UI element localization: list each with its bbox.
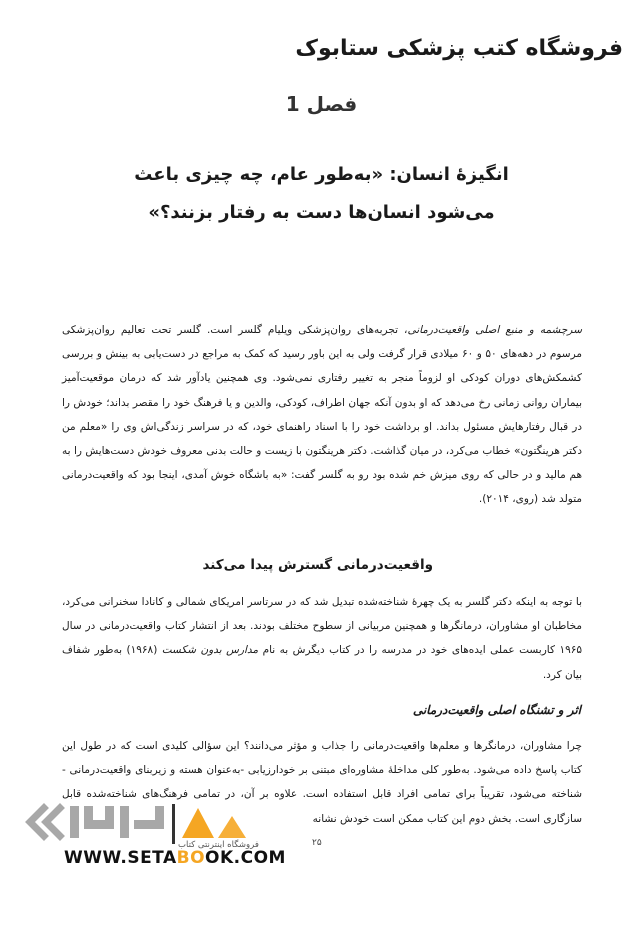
watermark-url-prefix: WWW.SETA: [64, 848, 177, 868]
paragraph-origins: [62, 318, 582, 512]
paragraph-expansion: [62, 590, 582, 687]
store-title: فروشگاه کتب پزشکی ستابوک: [295, 36, 623, 61]
chapter-title: [100, 156, 543, 232]
chapter-label: فصل 1: [285, 92, 358, 116]
watermark-url-suffix: OK.COM: [205, 848, 286, 868]
paragraph-text: ، تجربه‌های روان‌پزشکی ویلیام گلسر است. گلسر تحت تعالیم روان‌پزشکی مرسوم در دهه‌های ۵۰ و ۶۰ میلادی قرار گرفت ولی به این باور رسید که کمک به مراجع در دست‌یابی به بینش و بررسی کشمکش‌های دوران کودکی او لزوماً منجر به تغییر رفتاری نمی‌شود. وی همچنین یادآور شد که درمان موقعیت‌آمیز بیماران روانی زمانی رخ می‌دهد که او بدون آنکه جهان اطراف، کودکی، والدین و یا فرهنگ خود را مقصر بداند؛ خودش را در قبال رفتارهایش مسئول بداند. او برداشت خود را با اسناد راهنمای خود، که در سراسر زندگی‌اش وی را «معلم من دکتر هرینگتون» خطاب می‌کرد، در میان گذاشت. دکتر هرینگتون با زیست و حالت بدنی معروف خودش دست‌هایش را به هم مالید و در حالی که روی میزش خم شده بود رو به گلسر گفت: «به باشگاه خوش آمدی، اینجا بود که واقعیت‌درمانی متولد شد (روی، ۲۰۱۴).: [62, 324, 582, 506]
paragraph-text: (۱۹۶۸) به‌طور شفاف بیان کرد.: [62, 644, 582, 681]
page-number: ۲۵: [312, 838, 322, 848]
paragraph-lead: سرچشمه و منبع اصلی واقعیت‌درمانی: [407, 324, 582, 336]
watermark: [0, 782, 643, 877]
watermark-url: [64, 848, 286, 868]
watermark-shop-label: فروشگاه اینترنتی کتاب: [178, 840, 259, 850]
watermark-url-highlight: BO: [176, 848, 206, 868]
section-heading-influence: اثر و تشنگاه اصلی واقعیت‌درمانی: [412, 703, 581, 717]
chapter-title-line-2: می‌شود انسان‌ها دست به رفتار بزنند؟»: [148, 202, 495, 223]
paragraph-influence: چرا مشاوران، درمانگرها و معلم‌ها واقعیت‌درمانی را جذاب و مؤثر می‌دانند؟ این سؤالی کلیدی است که در طول این کتاب پاسخ داده می‌شود. به‌طور کلی مداخلهٔ مشاوره‌ای مبتنی بر خودارزیابی -به‌عنوان هسته و زیربنای واقعیت‌درمانی - شناخته می‌شود، تقریباً برای تمامی افراد قابل استفاده است. علاوه بر آن، در تمامی فرهنگ‌های شناخته‌شده قابل سازگاری است. بخش دوم این کتاب ممکن است خودش نشانه: [62, 740, 582, 825]
section-heading-expansion: واقعیت‌درمانی گسترش پیدا می‌کند: [202, 557, 433, 573]
book-title: مدارس بدون شکست: [161, 644, 259, 657]
paragraph-text: با توجه به اینکه دکتر گلسر به یک چهرهٔ شناخته‌شده تبدیل شد که در سرتاسر امریکای شمالی و کانادا سخنرانی می‌کرد، مخاطبان او مشاوران، درمانگرها و همچنین مربیانی از سطوح مختلف بودند. بعد از انتشار کتاب واقعیت‌درمانی در سال ۱۹۶۵ کاربست عملی ایده‌های خود در مدرسه را در کتاب دیگرش به نام: [62, 596, 583, 657]
chapter-title-line-1: انگیزهٔ انسان: «به‌طور عام، چه چیزی باعث: [134, 164, 509, 185]
